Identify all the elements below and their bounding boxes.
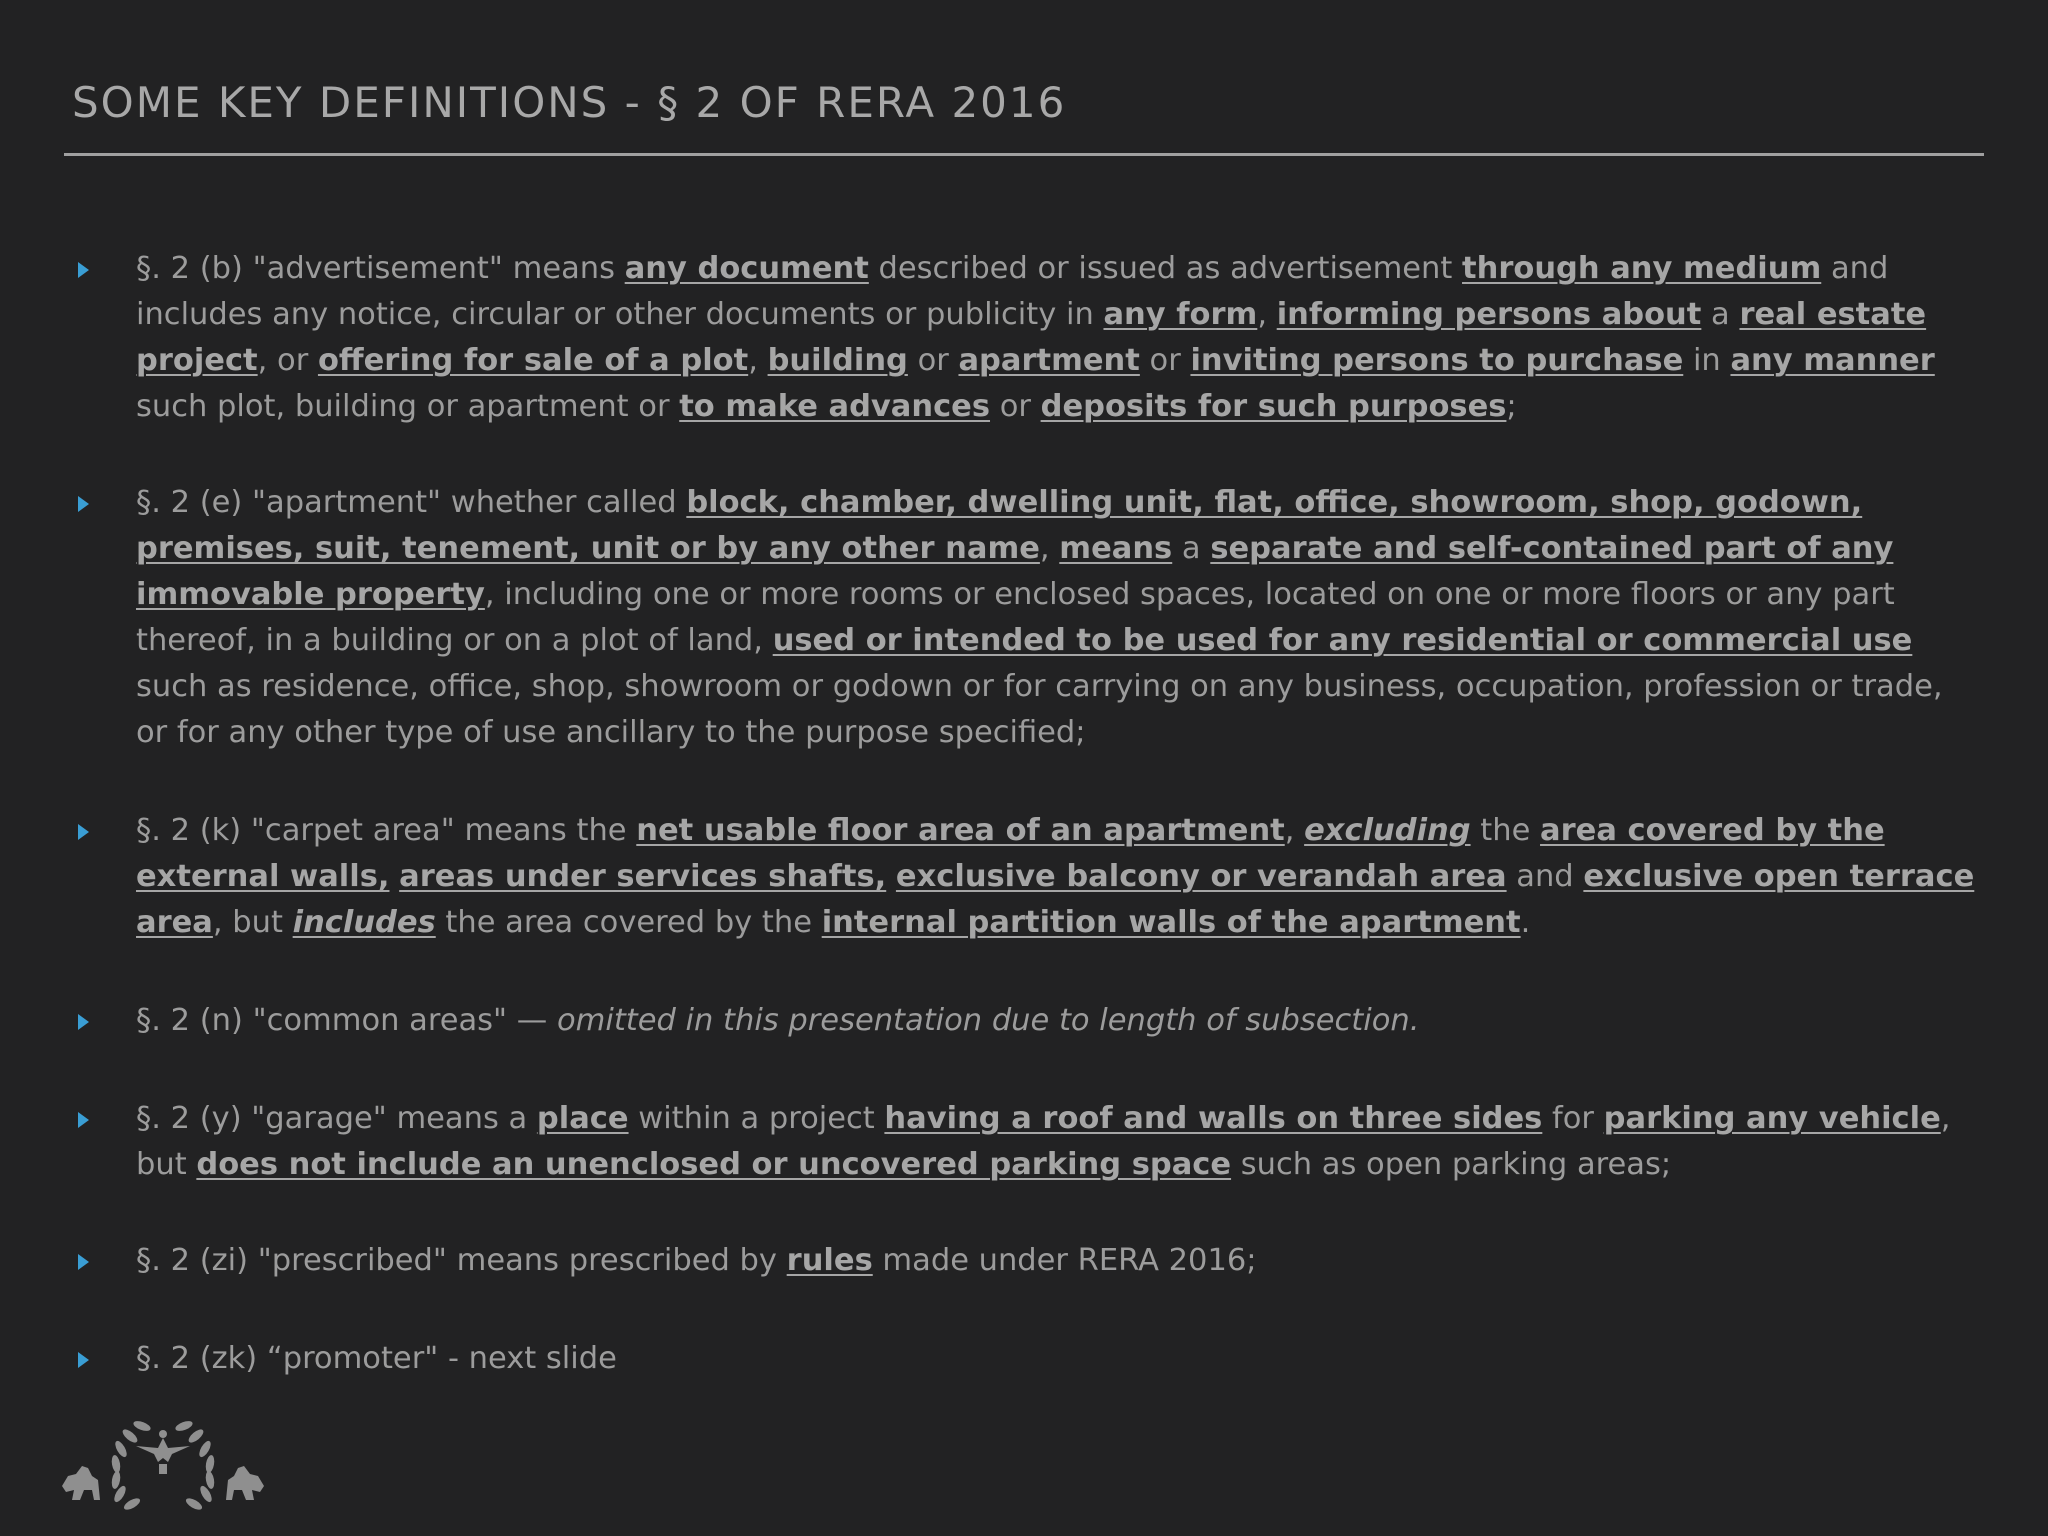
emphasized-term: means: [1059, 531, 1173, 566]
definition-text: , or: [257, 343, 318, 378]
definition-text: , including one or more rooms or enclosed spaces, located on one or more floors or any part thereof, in a building or on a plot of land,: [136, 577, 1895, 658]
definition-carpet-area: [136, 808, 1982, 946]
definition-text: §. 2 (zk) “promoter" - next slide: [136, 1341, 617, 1376]
definition-text: within a project: [628, 1101, 885, 1136]
emphasized-term: place: [536, 1101, 629, 1136]
emphasized-term: any form: [1103, 297, 1258, 332]
definition-text: §. 2 (b) "advertisement" means: [136, 251, 625, 286]
emphasized-term: separate and self-contained part of any immovable property: [136, 531, 1894, 612]
definition-text: §. 2 (n) "common areas" —: [136, 1003, 557, 1038]
definition-text: made under RERA 2016;: [872, 1243, 1257, 1278]
definition-text: a: [1172, 531, 1211, 566]
definition-text: ,: [1039, 531, 1060, 566]
emphasized-term: net usable floor area of an apartment: [636, 813, 1285, 848]
definition-text: and: [1506, 859, 1584, 894]
emphasized-term: exclusive balcony or verandah area: [895, 859, 1507, 894]
definition-text: ,: [1257, 297, 1277, 332]
definition-text: in: [1683, 343, 1731, 378]
bullet-marker-icon: [78, 824, 89, 840]
slide-title: SOME KEY DEFINITIONS - § 2 OF RERA 2016: [72, 78, 1067, 127]
definition-text: described or issued as advertisement: [868, 251, 1463, 286]
bullet-marker-icon: [78, 1112, 89, 1128]
emphasized-term: informing persons about: [1276, 297, 1702, 332]
bullet-text: [136, 1101, 1950, 1182]
definition-text: such as open parking areas;: [1231, 1147, 1672, 1182]
emphasized-term: parking any vehicle: [1603, 1101, 1941, 1136]
emphasized-term: any manner: [1730, 343, 1935, 378]
definition-text: .: [1520, 905, 1531, 940]
emphasized-term: building: [767, 343, 908, 378]
emphasized-term: rules: [786, 1243, 873, 1278]
definition-text: , but: [136, 1101, 1951, 1182]
definition-text: §. 2 (zi) "prescribed" means prescribed by: [136, 1243, 787, 1278]
bullet-marker-icon: [78, 1352, 89, 1368]
bullet-text: [136, 813, 1974, 940]
bullet-marker-icon: [78, 496, 89, 512]
definition-text: such plot, building or apartment or: [136, 389, 680, 424]
emphasized-term: having a roof and walls on three sides: [884, 1101, 1543, 1136]
definition-text: the: [1470, 813, 1541, 848]
emphasized-term: exclusive open terrace area: [136, 859, 1975, 940]
emphasized-term: omitted in this presentation due to length of subsection.: [556, 1003, 1420, 1038]
definition-text: the area covered by the: [435, 905, 822, 940]
definition-text: [389, 859, 399, 894]
definition-text: §. 2 (e) "apartment" whether called: [136, 485, 687, 520]
emphasized-term: block, chamber, dwelling unit, flat, office, showroom, shop, godown, premises, suit, tenement, unit or by any other name: [136, 485, 1863, 566]
definition-text: or: [1139, 343, 1191, 378]
definition-text: for: [1542, 1101, 1604, 1136]
bullet-text: [136, 1243, 1257, 1278]
definition-common-areas: [136, 998, 1982, 1044]
definition-text: a: [1701, 297, 1740, 332]
bullet-text: [136, 251, 1935, 424]
laurel-wreath-emblem-icon: [58, 1404, 268, 1514]
emphasized-term: any document: [624, 251, 869, 286]
bullet-text: [136, 1341, 617, 1376]
emphasized-term: area covered by the external walls,: [136, 813, 1885, 894]
definition-advertisement: [136, 246, 1982, 430]
definition-prescribed: [136, 1238, 1982, 1284]
definition-text: and includes any notice, circular or other documents or publicity in: [136, 251, 1889, 332]
definition-text: §. 2 (k) "carpet area" means the: [136, 813, 637, 848]
emphasized-term: offering for sale of a plot: [317, 343, 749, 378]
emphasized-term: real estate project: [136, 297, 1927, 378]
bullet-marker-icon: [78, 1014, 89, 1030]
emphasized-term: does not include an unenclosed or uncovered parking space: [196, 1147, 1232, 1182]
definition-apartment: [136, 480, 1982, 756]
bullet-marker-icon: [78, 262, 89, 278]
definition-text: ,: [1284, 813, 1305, 848]
definition-promoter: [136, 1336, 1982, 1382]
definition-text: §. 2 (y) "garage" means a: [136, 1101, 537, 1136]
emphasized-term: to make advances: [679, 389, 991, 424]
definition-text: or: [907, 343, 959, 378]
emphasized-term: internal partition walls of the apartment: [821, 905, 1521, 940]
definition-text: , but: [212, 905, 293, 940]
emphasized-term: used or intended to be used for any residential or commercial use: [772, 623, 1913, 658]
definition-text: such as residence, office, shop, showroom or godown or for carrying on any business, occupation, profession or trade, or for any other type of use ancillary to the purpose specified;: [136, 669, 1943, 750]
definition-text: ;: [1506, 389, 1517, 424]
bullet-text: [136, 1003, 1419, 1038]
bullet-text: [136, 485, 1943, 750]
definition-text: [886, 859, 896, 894]
title-divider: [64, 153, 1984, 156]
emphasized-term: deposits for such purposes: [1040, 389, 1507, 424]
definition-garage: [136, 1096, 1982, 1188]
emphasized-term: areas under services shafts,: [399, 859, 887, 894]
emphasized-term: inviting persons to purchase: [1190, 343, 1684, 378]
definition-text: ,: [748, 343, 768, 378]
bullet-marker-icon: [78, 1254, 89, 1270]
definition-text: or: [990, 389, 1041, 424]
emphasized-term: includes: [292, 905, 436, 940]
emphasized-term: excluding: [1304, 813, 1471, 848]
emphasized-term: through any medium: [1462, 251, 1822, 286]
emphasized-term: apartment: [958, 343, 1140, 378]
